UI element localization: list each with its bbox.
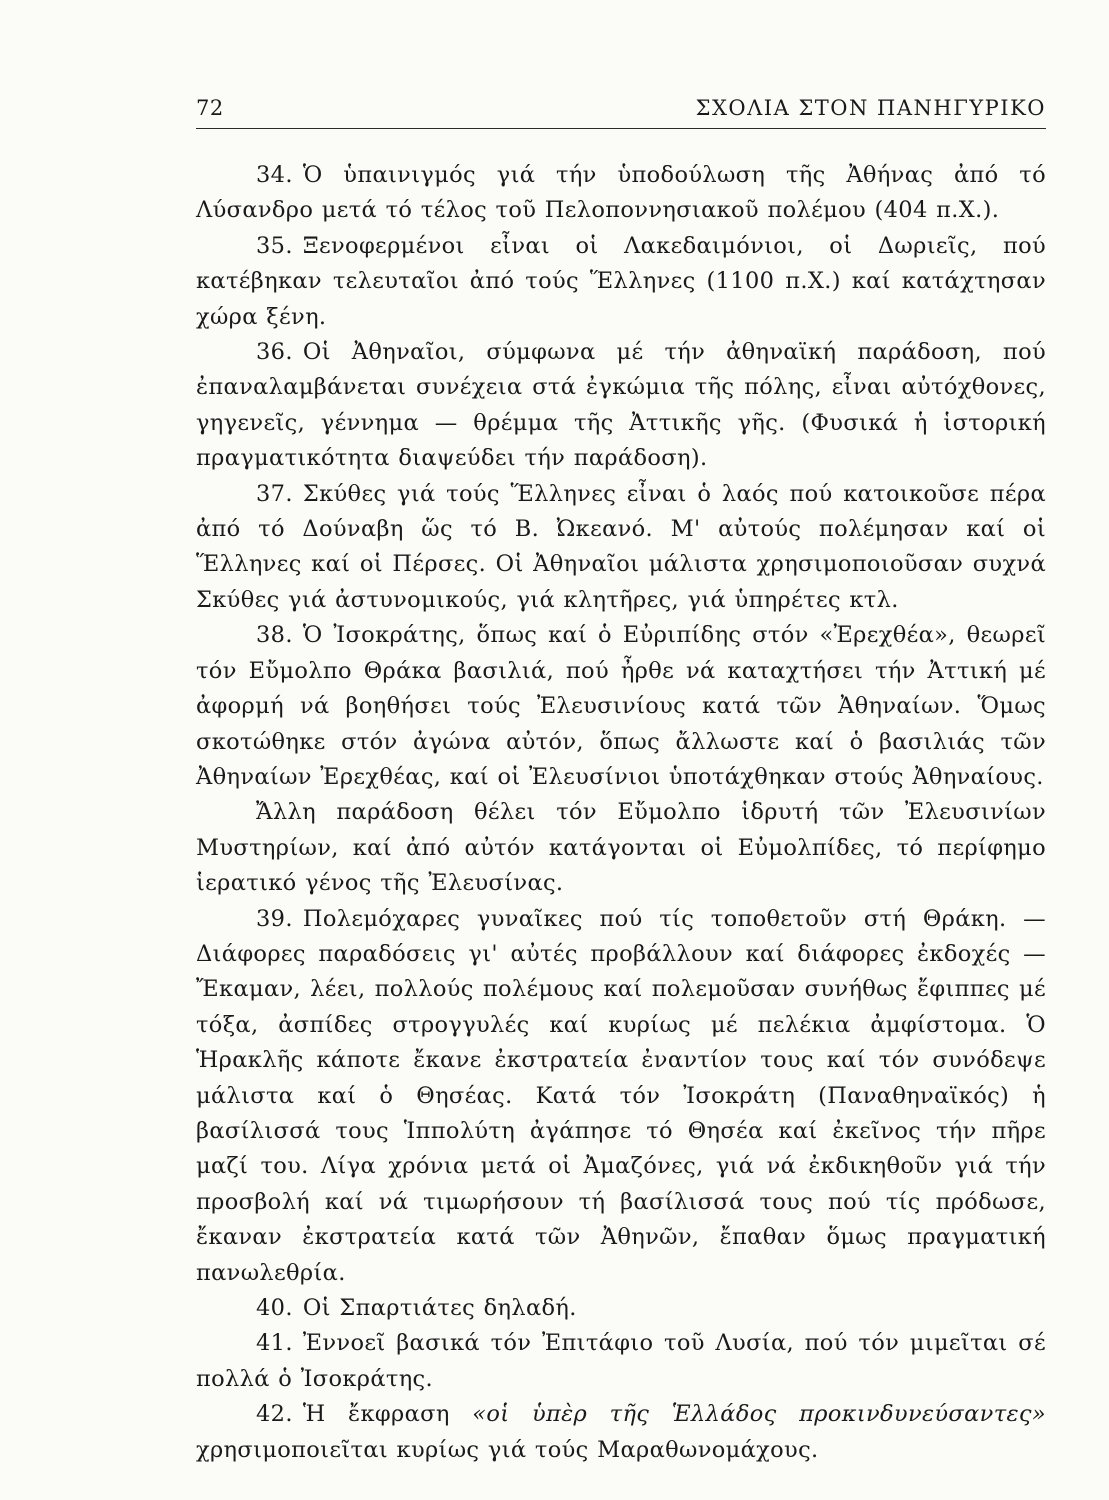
note-text: Ἄλλη παράδοση θέλει τόν Εὔμολπο ἱδρυτή τῶν Ἐλευσινίων Μυστηρίων, καί ἀπό αὐτόν κατάγονται οἱ Εὐμολπίδες, τό περίφημο ἱερατικό γένος τῆς Ἐλευσίνας. [196,799,1046,897]
note-text: Ξενοφερμένοι εἶναι οἱ Λακεδαιμόνιοι, οἱ Δωριεῖς, πού κατέβηκαν τελευταῖοι ἀπό τούς Ἕλληνες (1100 π.Χ.) καί κατάχτησαν χώρα ξένη. [196,232,1046,330]
note-37 [196,477,1046,619]
note-text-after: χρησιμοποιεῖται κυρίως γιά τούς Μαραθωνομάχους. [196,1436,819,1463]
note-number: 36. [256,339,293,366]
note-42 [196,1397,1046,1468]
note-number: 41. [256,1330,293,1357]
note-text: Οἱ Σπαρτιάτες δηλαδή. [302,1295,577,1321]
note-text: Πολεμόχαρες γυναῖκες πού τίς τοποθετοῦν στή Θράκη. — Διάφορες παραδόσεις γι' αὐτές προβάλλουν καί διάφορες ἐκδοχές — Ἔκαμαν, λέει, πολλούς πολέμους καί πολεμοῦσαν συνήθως ἔφιππες μέ τόξα, ἀσπίδες στρογγυλές καί κυρίως μέ πελέκια ἀμφίστομα. Ὁ Ἡρακλῆς κάποτε ἔκανε ἐκστρατεία ἐναντίον τους καί τόν συνόδεψε μάλιστα καί ὁ Θησέας. Κατά τόν Ἰσοκράτη (Παναθηναϊκός) ἡ βασίλισσά τους Ἱππολύτη ἀγάπησε τό Θησέα καί ἐκεῖνος τήν πῆρε μαζί του. Λίγα χρόνια μετά οἱ Ἀμαζόνες, γιά νά ἐκδικηθοῦν γιά τήν προσβολή καί νά τιμωρήσουν τή βασίλισσά τους πού τίς πρόδωσε, ἔκαναν ἐκστρατεία κατά τῶν Ἀθηνῶν, ἔπαθαν ὅμως πραγματική πανωλεθρία. [196,905,1046,1286]
note-text: Σκύθες γιά τούς Ἕλληνες εἶναι ὁ λαός πού κατοικοῦσε πέρα ἀπό τό Δούναβη ὥς τό Β. Ὠκεανό. Μ' αὐτούς πολέμησαν καί οἱ Ἕλληνες καί οἱ Πέρσες. Οἱ Ἀθηναῖοι μάλιστα χρησιμοποιοῦσαν συχνά Σκύθες γιά ἀστυνομικούς, γιά κλητῆρες, γιά ὑπηρέτες κτλ. [196,480,1046,613]
note-number: 38. [256,622,293,649]
notes-body [196,158,1046,1468]
note-text-before: Ἡ ἔκφραση [302,1401,450,1428]
note-number: 42. [256,1401,293,1428]
running-title: ΣΧΟΛΙΑ ΣΤΟΝ ΠΑΝΗΓΥΡΙΚΟ [695,96,1046,120]
note-text: Ὁ Ἰσοκράτης, ὅπως καί ὁ Εὐριπίδης στόν «Ἐρεχθέα», θεωρεῖ τόν Εὔμολπο Θράκα βασιλιά, πού ἦρθε νά καταχτήσει τήν Ἀττική μέ ἀφορμή νά βοηθήσει τούς Ἐλευσινίους κατά τῶν Ἀθηναίων. Ὅμως σκοτώθηκε στόν ἀγώνα αὐτόν, ὅπως ἄλλωστε καί ὁ βασιλιάς τῶν Ἀθηναίων Ἐρεχθέας, καί οἱ Ἐλευσίνιοι ὑποτάχθηκαν στούς Ἀθηναίους. [196,622,1046,790]
note-38 [196,618,1046,795]
note-text: Οἱ Ἀθηναῖοι, σύμφωνα μέ τήν ἀθηναϊκή παράδοση, πού ἐπαναλαμβάνεται συνέχεια στά ἐγκώμια τῆς πόλης, εἶναι αὐτόχθονες, γηγενεῖς, γέννημα — θρέμμα τῆς Ἀττικῆς γῆς. (Φυσικά ἡ ἱστορική πραγματικότητα διαψεύδει τήν παράδοση). [196,339,1046,472]
note-number: 34. [256,162,293,188]
note-35 [196,229,1046,335]
note-36 [196,335,1046,477]
running-header [196,92,1046,129]
note-number: 39. [256,905,293,932]
quoted-phrase: «οἱ ὑπὲρ τῆς Ἑλλάδος προκινδυνεύσαντες» [472,1401,1046,1428]
note-34 [196,158,1046,229]
note-number: 40. [256,1295,293,1321]
page-number: 72 [196,96,224,120]
note-38-continuation [196,795,1046,901]
note-39 [196,902,1046,1291]
note-40 [196,1291,1046,1326]
note-text: Ὁ ὑπαινιγμός γιά τήν ὑποδούλωση τῆς Ἀθήνας ἀπό τό Λύσανδρο μετά τό τέλος τοῦ Πελοποννησιακοῦ πολέμου (404 π.Χ.). [196,162,1046,224]
note-41 [196,1326,1046,1397]
note-text: Ἐννοεῖ βασικά τόν Ἐπιτάφιο τοῦ Λυσία, πού τόν μιμεῖται σέ πολλά ὁ Ἰσοκράτης. [196,1330,1046,1392]
note-number: 35. [256,232,293,259]
note-number: 37. [256,480,293,507]
